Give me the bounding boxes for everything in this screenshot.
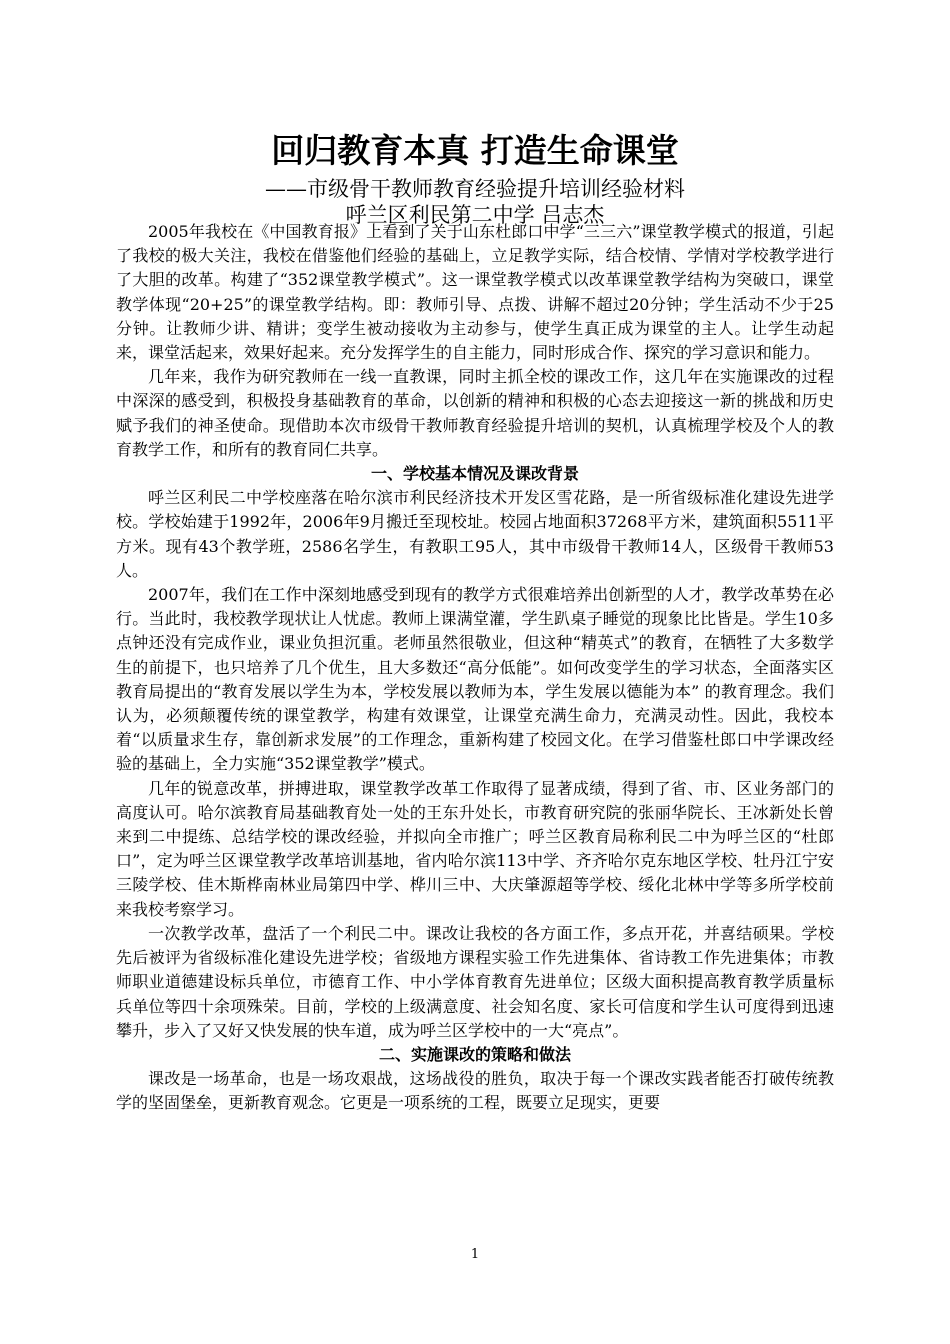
section-1-paragraph-3: 几年的锐意改革，拼搏进取，课堂教学改革工作取得了显著成绩，得到了省、市、区业务部门的高度认可。哈尔滨教育局基础教育处一处的王东升处长，市教育研究院的张丽华院长、王冰新处长曾来到二中提练、总结学校的课改经验，并拟向全市推广；呼兰区教育局称利民二中为呼兰区的“杜郎口”，定为呼兰区课堂教学改革培训基地，省内哈尔滨113中学、齐齐哈尔克东地区学校、牡丹江宁安三陵学校、佳木斯桦南林业局第四中学、桦川三中、大庆肇源超等学校、绥化北林中学等多所学校前来我校考察学习。 [116,778,834,919]
document-title: 回归教育本真 打造生命课堂 [271,131,679,170]
intro-paragraph-1: 2005年我校在《中国教育报》上看到了关于山东杜郎口中学“三三六”课堂教学模式的报道，引起了我校的极大关注，我校在借鉴他们经验的基础上，立足教学实际，结合校情、学情对学校教学进行了大胆的改革。构建了“352课堂教学模式”。这一课堂教学模式以改革课堂教学结构为突破口，课堂教学体现“20+25”的课堂教学结构。即：教师引导、点拨、讲解不超过20分钟；学生活动不少于25分钟。让教师少讲、精讲；变学生被动接收为主动参与，使学生真正成为课堂的主人。让学生动起来，课堂活起来，效果好起来。充分发挥学生的自主能力，同时形成合作、探究的学习意识和能力。 [116,222,834,363]
section-1-paragraph-2: 2007年，我们在工作中深刻地感受到现有的教学方式很难培养出创新型的人才，教学改革势在必行。当此时，我校教学现状让人忧虑。教师上课满堂灌，学生趴桌子睡觉的现象比比皆是。学生10多点钟还没有完成作业，课业负担沉重。老师虽然很敬业，但这种“精英式”的教育，在牺牲了大多数学生的前提下，也只培养了几个优生，且大多数还“高分低能”。如何改变学生的学习状态，全面落实区教育局提出的“教育发展以学生为本，学校发展以教师为本，学生发展以德能为本” 的教育理念。我们认为，必须颠覆传统的课堂教学，构建有效课堂，让课堂充满生命力，充满灵动性。因此，我校本着“以质量求生存，靠创新求发展”的工作理念，重新构建了校园文化。在学习借鉴杜郎口中学课改经验的基础上，全力实施“352课堂教学”模式。 [116,585,834,774]
section-2-heading: 二、实施课改的策略和做法 [378,1044,571,1064]
page-number: 1 [470,1247,480,1262]
section-1-paragraph-4: 一次教学改革，盘活了一个利民二中。课改让我校的各方面工作，多点开花，并喜结硕果。学校先后被评为省级标准化建设先进学校；省级地方课程实验工作先进集体、省诗教工作先进集体；市教师职业道德建设标兵单位，市德育工作、中小学体育教育先进单位；区级大面积提高教育教学质量标兵单位等四十余项殊荣。目前，学校的上级满意度、社会知名度、家长可信度和学生认可度得到迅速攀升，步入了又好又快发展的快车道，成为呼兰区学校中的一大“亮点”。 [116,923,834,1040]
intro-paragraph-2: 几年来，我作为研究教师在一线一直教课，同时主抓全校的课改工作，这几年在实施课改的过程中深深的感受到，积极投身基础教育的革命，以创新的精神和积极的心态去迎接这一新的挑战和历史赋予我们的神圣使命。现借助本次市级骨干教师教育经验提升培训的契机，认真梳理学校及个人的教育教学工作，和所有的教育同仁共享。 [116,367,834,459]
section-1-paragraph-1: 呼兰区利民二中学校座落在哈尔滨市利民经济技术开发区雪花路，是一所省级标准化建设先进学校。学校始建于1992年，2006年9月搬迁至现校址。校园占地面积37268平方米，建筑面积5511平方米。现有43个教学班，2586名学生，有教职工95人，其中市级骨干教师14人，区级骨干教师53人。 [116,488,834,580]
section-2-paragraph-1: 课改是一场革命，也是一场攻艰战，这场战役的胜负，取决于每一个课改实践者能否打破传统教学的坚固堡垒，更新教育观念。它更是一项系统的工程，既要立足现实，更要 [116,1069,834,1113]
document-author: 呼兰区利民第二中学 吕志杰 [345,203,605,227]
section-1-heading: 一、学校基本情况及课改背景 [370,464,579,484]
document-subtitle: ——市级骨干教师教育经验提升培训经验材料 [265,177,685,201]
document-body [116,220,834,1116]
